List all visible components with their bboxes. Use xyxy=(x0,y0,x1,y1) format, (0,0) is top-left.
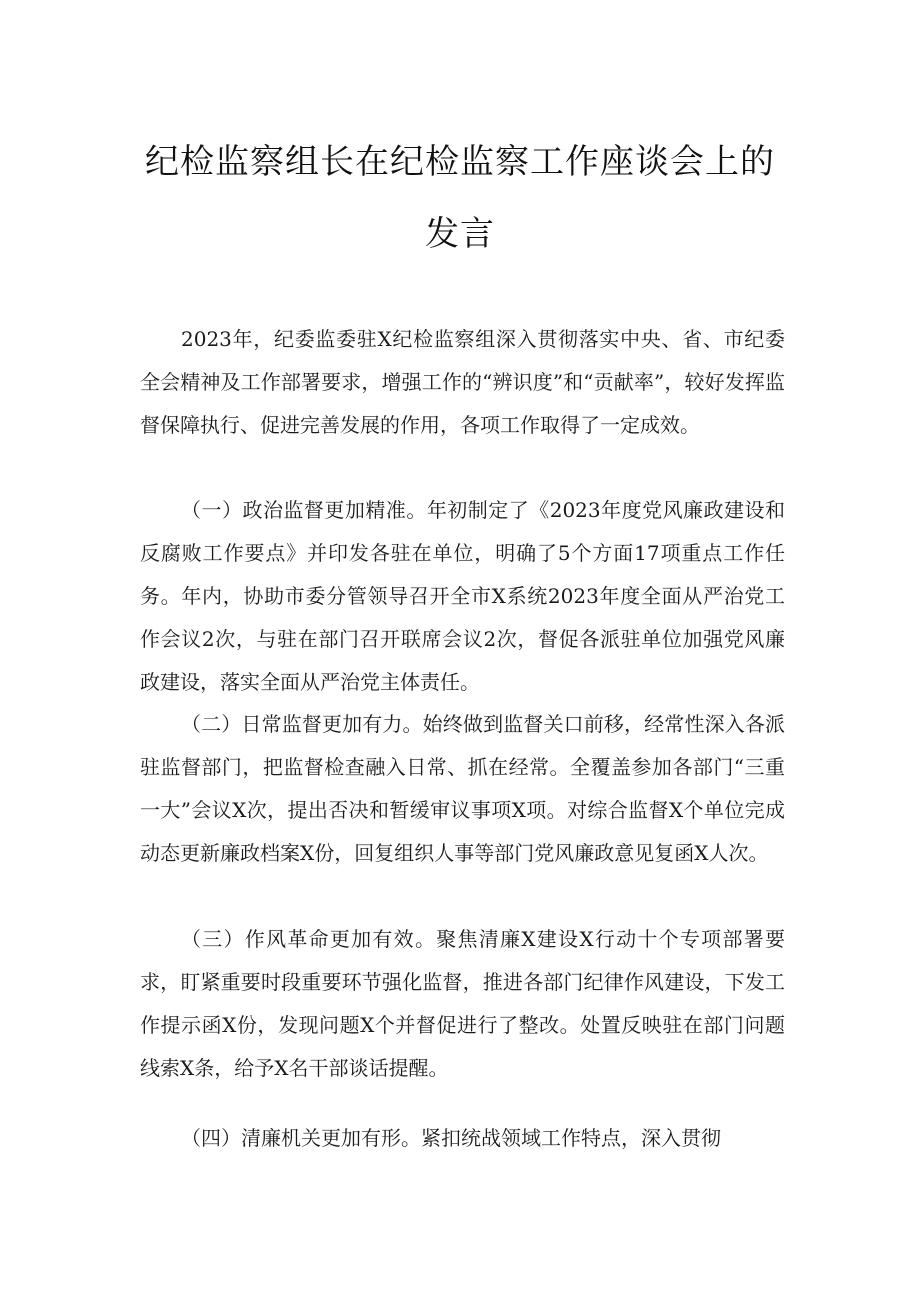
paragraph-daily-supervision: （二）日常监督更加有力。始终做到监督关口前移，经常性深入各派驻监督部门，把监督检查融入日常、抓在经常。全覆盖参加各部门“三重一大”会议X次，提出否决和暂缓审议事项X项。对综合监督X个单位完成动态更新廉政档案X份，回复组织人事等部门党风廉政意见复函X人次。 xyxy=(140,712,785,865)
paragraph-political-supervision: （一）政治监督更加精准。年初制定了《2023年度党风廉政建设和反腐败工作要点》并印发各驻在单位，明确了5个方面17项重点工作任务。年内，协助市委分管领导召开全市X系统2023年度全面从严治党工作会议2次，与驻在部门召开联席会议2次，督促各派驻单位加强党风廉政建设，落实全面从严治党主体责任。 xyxy=(140,498,785,694)
document-title-line-1: 纪检监察组长在纪检监察工作座谈会上的 xyxy=(145,142,775,182)
paragraph-clean-organs: （四）清廉机关更加有形。紧扣统战领域工作特点，深入贯彻 xyxy=(181,1126,721,1150)
paragraph-work-style: （三）作风革命更加有效。聚焦清廉X建设X行动十个专项部署要求，盯紧重要时段重要环节强化监督，推进各部门纪律作风建设，下发工作提示函X份，发现问题X个并督促进行了整改。处置反映驻在部门问题线索X条，给予X名干部谈话提醒。 xyxy=(140,927,785,1080)
document-title-line-2: 发言 xyxy=(425,214,495,254)
paragraph-intro: 2023年，纪委监委驻X纪检监察组深入贯彻落实中央、省、市纪委全会精神及工作部署要求，增强工作的“辨识度”和“贡献率”，较好发挥监督保障执行、促进完善发展的作用，各项工作取得了一定成效。 xyxy=(140,327,785,437)
